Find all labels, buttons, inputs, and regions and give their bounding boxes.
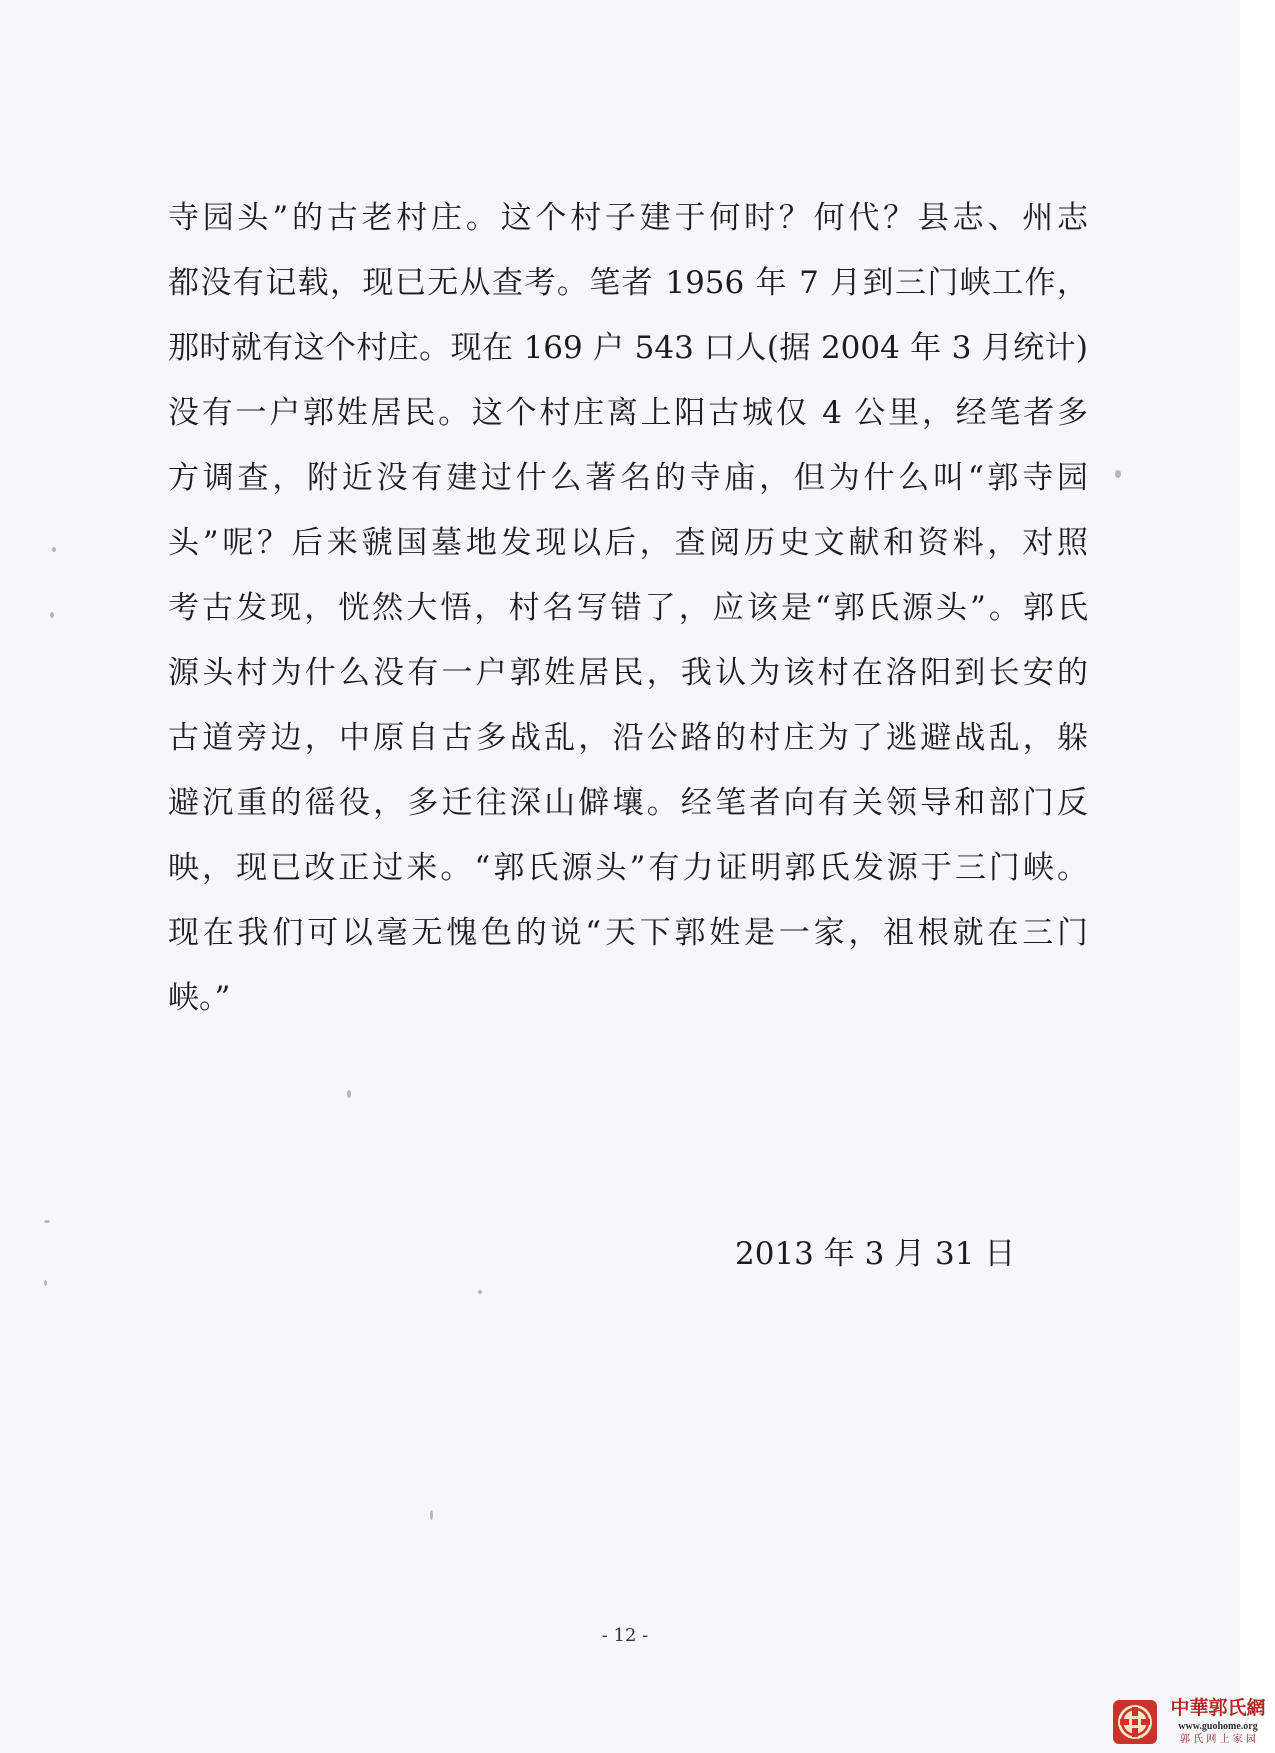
scan-speck (430, 1510, 433, 1520)
site-watermark (1112, 1697, 1272, 1749)
body-line: 方调查，附近没有建过什么著名的寺庙，但为什么叫“郭寺园 (168, 460, 1088, 496)
scan-speck (1115, 470, 1121, 478)
body-line: 古道旁边，中原自古多战乱，沿公路的村庄为了逃避战乱，躲 (168, 720, 1088, 756)
scan-speck (44, 1280, 47, 1286)
scan-speck (44, 1220, 50, 1223)
body-line: 头”呢？后来虢国墓地发现以后，查阅历史文献和资料，对照 (168, 525, 1088, 561)
scan-speck (52, 547, 56, 552)
guo-clan-seal-icon (1112, 1699, 1158, 1745)
scan-margin (1240, 0, 1275, 1753)
scan-speck (347, 1090, 351, 1098)
scan-speck (50, 612, 54, 618)
body-line: 没有一户郭姓居民。这个村庄离上阳古城仅 4 公里，经笔者多 (168, 395, 1088, 431)
document-date: 2013 年 3 月 31 日 (735, 1236, 1016, 1272)
scan-speck (478, 1290, 482, 1294)
body-text (168, 186, 1088, 1031)
body-line: 都没有记载，现已无从查考。笔者 1956 年 7 月到三门峡工作， (168, 265, 1088, 301)
watermark-subtitle: 郭 氏 网 上 家 园 (1180, 1734, 1256, 1745)
body-line: 那时就有这个村庄。现在 169 户 543 口人(据 2004 年 3 月统计) (168, 330, 1088, 366)
page-number: - 12 - (601, 1625, 649, 1646)
watermark-text (1164, 1697, 1272, 1749)
body-line: 源头村为什么没有一户郭姓居民，我认为该村在洛阳到长安的 (168, 655, 1088, 691)
body-line: 现在我们可以毫无愧色的说“天下郭姓是一家，祖根就在三门 (168, 915, 1088, 951)
body-line: 映，现已改正过来。“郭氏源头”有力证明郭氏发源于三门峡。 (168, 850, 1088, 886)
watermark-url: www.guohome.org (1178, 1721, 1258, 1732)
body-line: 避沉重的徭役，多迁往深山僻壤。经笔者向有关领导和部门反 (168, 785, 1088, 821)
body-line: 考古发现，恍然大悟，村名写错了，应该是“郭氏源头”。郭氏 (168, 590, 1088, 626)
body-line: 寺园头”的古老村庄。这个村子建于何时？何代？县志、州志 (168, 200, 1088, 236)
body-line: 峡。” (168, 980, 231, 1016)
watermark-title: 中華郭氏網 (1170, 1697, 1266, 1719)
